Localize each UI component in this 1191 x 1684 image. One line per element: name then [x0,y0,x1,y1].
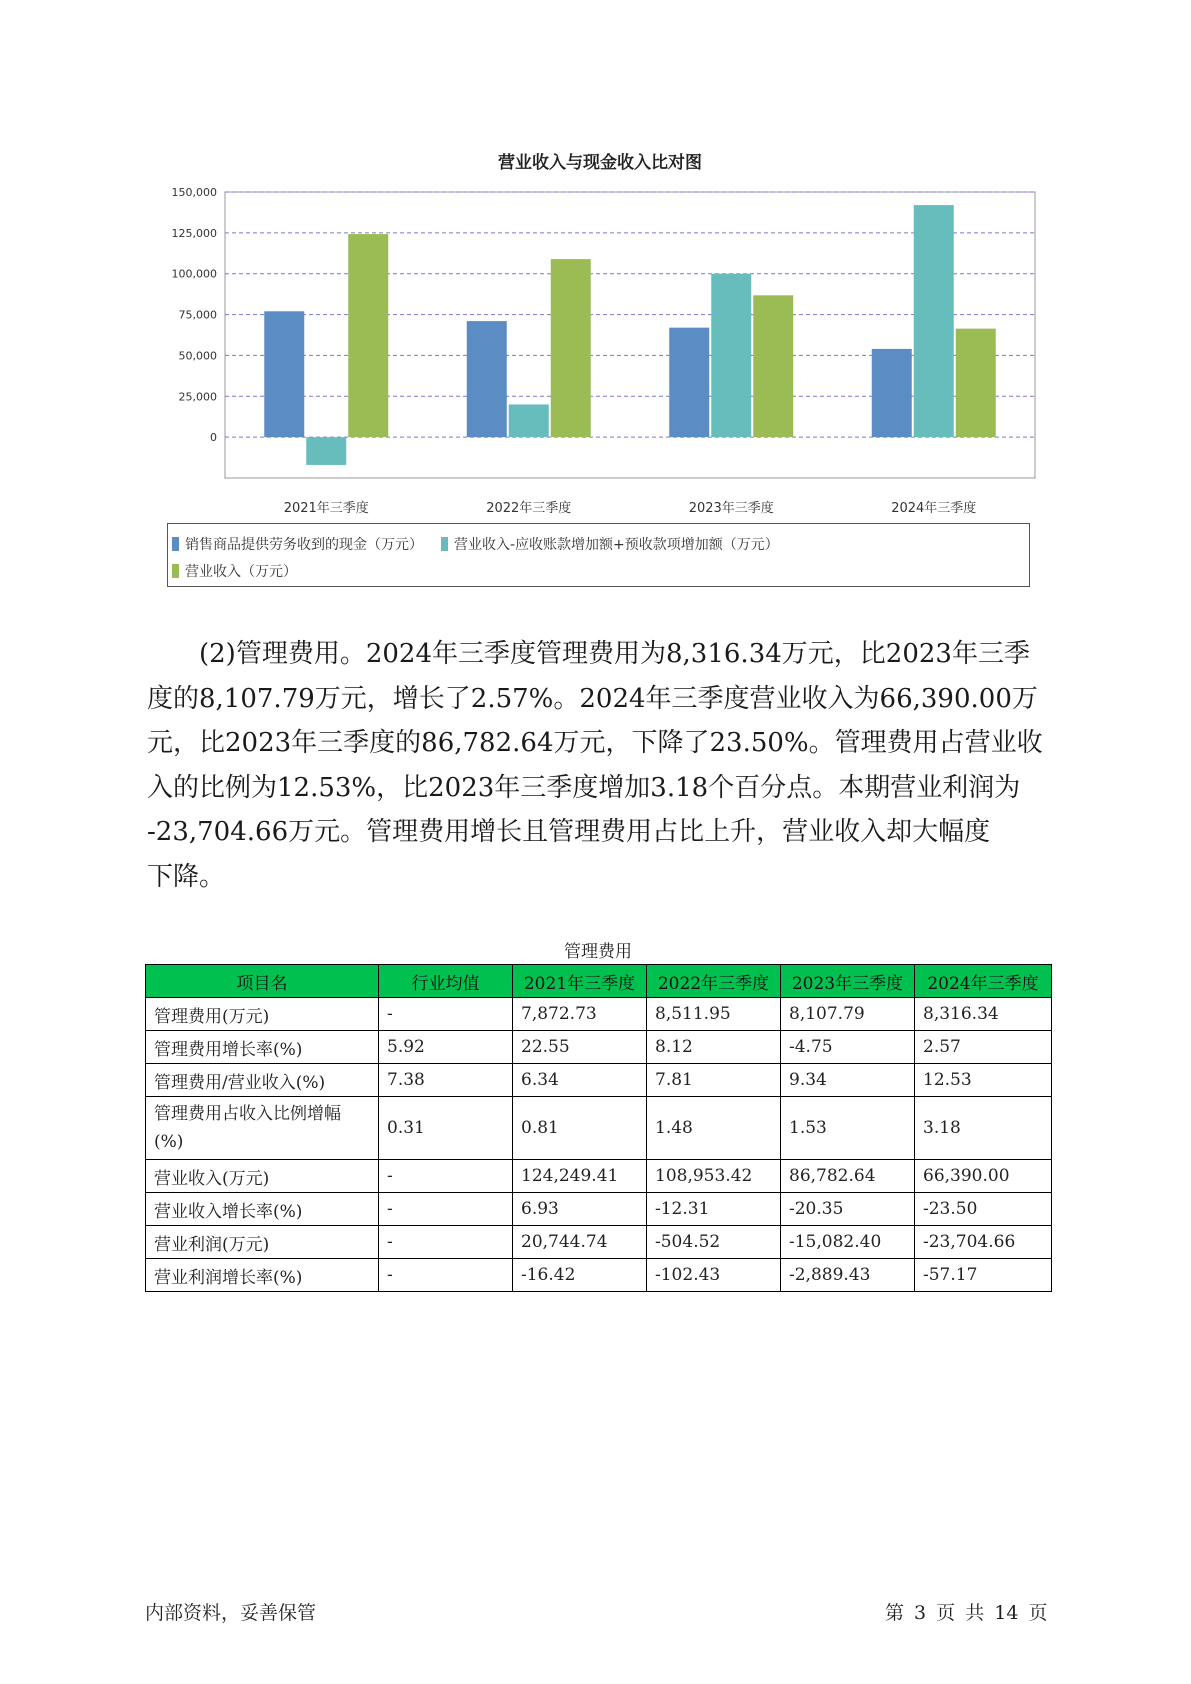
bar-1-2 [467,321,507,437]
table-caption: 管理费用 [564,942,632,962]
table-cell: 3.18 [915,1097,1052,1160]
table-cell: -23,704.66 [915,1226,1052,1259]
table-cell: 7,872.73 [513,998,647,1031]
footer-page-number: 第 3 页 共 14 页 [885,1602,1048,1624]
paragraph-line: -23,704.66万元。管理费用增长且管理费用占比上升，营业收入却大幅度 [147,817,991,847]
table-cell: 管理费用占收入比例增幅(%) [146,1097,379,1160]
table-row [146,1193,1052,1226]
table-cell: 营业利润增长率(%) [146,1259,379,1292]
table-cell: 0.81 [513,1097,647,1160]
bar-2-4 [914,205,954,437]
table-cell: 1.53 [781,1097,915,1160]
bar-2-2 [509,404,549,437]
table-row [146,1160,1052,1193]
table-cell: 8,316.34 [915,998,1052,1031]
y-tick-label: 150,000 [171,186,217,199]
table-cell: -15,082.40 [781,1226,915,1259]
table-cell: -20.35 [781,1193,915,1226]
table-cell: 1.48 [647,1097,781,1160]
table-cell: 0.31 [379,1097,513,1160]
table-cell: 营业收入(万元) [146,1160,379,1193]
paragraph-line: 下降。 [147,861,226,892]
bar-1-3 [669,328,709,437]
table-row [146,1259,1052,1292]
bar-3-1 [348,234,388,437]
table-cell: -12.31 [647,1193,781,1226]
table-cell: 7.38 [379,1064,513,1097]
table-row [146,1226,1052,1259]
legend-swatch-adjusted-revenue [441,537,448,551]
table-cell: 7.81 [647,1064,781,1097]
legend-row-2 [172,557,1029,584]
bar-1-1 [264,311,304,437]
header-2022q3: 2022年三季度 [647,965,781,998]
y-tick-label: 100,000 [171,267,217,281]
table-cell: 5.92 [379,1031,513,1064]
bar-3-4 [956,329,996,438]
table-cell: 8,107.79 [781,998,915,1031]
table-cell: 6.93 [513,1193,647,1226]
legend-swatch-revenue [172,564,179,578]
table-row [146,1064,1052,1097]
header-2021q3: 2021年三季度 [513,965,647,998]
legend-swatch-cash [172,537,179,551]
table-cell: 66,390.00 [915,1160,1052,1193]
table-cell: 20,744.74 [513,1226,647,1259]
y-tick-label: 125,000 [171,226,217,240]
table-cell: -102.43 [647,1259,781,1292]
x-tick-label: 2023年三季度 [688,501,774,516]
table-cell: 营业收入增长率(%) [146,1193,379,1226]
header-2024q3: 2024年三季度 [915,965,1052,998]
y-tick-label: 25,000 [178,390,217,404]
x-tick-label: 2021年三季度 [283,501,369,516]
table-row [146,998,1052,1031]
table-cell: 108,953.42 [647,1160,781,1193]
management-expense-paragraph [147,632,1052,899]
table-cell: 营业利润(万元) [146,1226,379,1259]
legend-label-adjusted-revenue: 营业收入-应收账款增加额+预收款项增加额（万元） [454,536,779,553]
chart-legend [167,523,1030,587]
y-tick-label: 0 [210,431,217,445]
legend-row-1 [172,530,1029,557]
table-cell: -4.75 [781,1031,915,1064]
table-cell: - [379,1226,513,1259]
y-tick-label: 75,000 [178,308,217,322]
table-cell: -2,889.43 [781,1259,915,1292]
header-2023q3: 2023年三季度 [781,965,915,998]
table-cell: -16.42 [513,1259,647,1292]
table-cell: 12.53 [915,1064,1052,1097]
legend-label-cash: 销售商品提供劳务收到的现金（万元） [185,536,423,553]
table-row [146,1031,1052,1064]
bar-2-3 [711,274,751,437]
y-tick-label: 50,000 [178,349,217,363]
table-cell: 86,782.64 [781,1160,915,1193]
legend-item-adjusted-revenue [441,534,779,554]
paragraph-line: 入的比例为12.53%，比2023年三季度增加3.18个百分点。本期营业利润为 [147,772,1021,803]
table-cell: 6.34 [513,1064,647,1097]
revenue-cash-bar-chart [160,180,1040,520]
table-cell: 管理费用(万元) [146,998,379,1031]
x-tick-label: 2024年三季度 [891,501,977,516]
bar-2-1 [306,437,346,465]
legend-item-cash [172,534,423,554]
x-tick-label: 2022年三季度 [486,501,572,516]
table-cell: 8,511.95 [647,998,781,1031]
table-cell: 8.12 [647,1031,781,1064]
table-header-row [146,965,1052,998]
table-cell: - [379,998,513,1031]
table-cell: 2.57 [915,1031,1052,1064]
table-cell: - [379,1193,513,1226]
header-industry-avg: 行业均值 [379,965,513,998]
footer-confidential-note: 内部资料，妥善保管 [145,1602,317,1624]
table-cell: 9.34 [781,1064,915,1097]
paragraph-line: 度的8,107.79万元，增长了2.57%。2024年三季度营业收入为66,390.00万 [147,683,1038,714]
legend-label-revenue: 营业收入（万元） [185,563,297,580]
table-cell: -23.50 [915,1193,1052,1226]
table-cell: 22.55 [513,1031,647,1064]
header-item-name: 项目名 [146,965,379,998]
bar-3-3 [753,295,793,437]
table-cell: -504.52 [647,1226,781,1259]
plot-area [225,192,1035,478]
table-cell: -57.17 [915,1259,1052,1292]
paragraph-line: (2)管理费用。2024年三季度管理费用为8,316.34万元，比2023年三季 [199,639,1030,669]
paragraph-line: 元，比2023年三季度的86,782.64万元，下降了23.50%。管理费用占营业收 [147,728,1043,758]
table-cell: - [379,1259,513,1292]
legend-item-revenue [172,561,297,581]
table-row [146,1097,1052,1160]
bar-3-2 [551,259,591,437]
management-expense-table [145,964,1052,1292]
table-cell: 124,249.41 [513,1160,647,1193]
table-cell: 管理费用/营业收入(%) [146,1064,379,1097]
bar-1-4 [872,349,912,437]
table-cell: 管理费用增长率(%) [146,1031,379,1064]
table-cell: - [379,1160,513,1193]
chart-title: 营业收入与现金收入比对图 [498,153,702,173]
